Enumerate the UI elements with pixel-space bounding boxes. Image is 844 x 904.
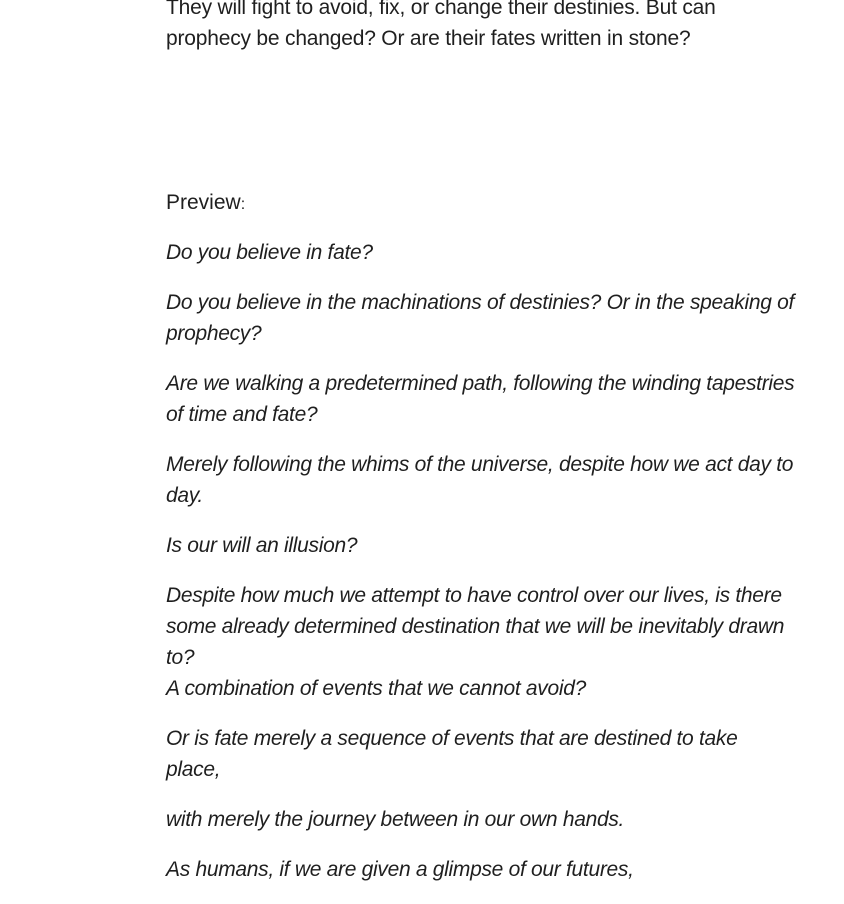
preview-excerpt — [166, 237, 796, 904]
excerpt-paragraph-3: Are we walking a predetermined path, following the winding tapestries of time and fate? — [166, 372, 795, 426]
preview-colon: : — [240, 196, 246, 213]
preview-heading — [166, 187, 245, 220]
intro-line-1: They will fight to avoid, fix, or change their destinies. But can — [166, 0, 716, 19]
excerpt-paragraph-9: As humans, if we are given a glimpse of our futures, — [166, 858, 634, 881]
excerpt-paragraph-8: with merely the journey between in our own hands. — [166, 808, 625, 831]
excerpt-paragraph-6b: A combination of events that we cannot avoid? — [166, 677, 586, 700]
preview-label: Preview — [166, 191, 241, 214]
excerpt-paragraph-5: Is our will an illusion? — [166, 534, 358, 557]
excerpt-paragraph-4: Merely following the whims of the universe, despite how we act day to day. — [166, 453, 794, 507]
excerpt-paragraph-7: Or is fate merely a sequence of events that are destined to take place, — [166, 727, 738, 781]
intro-line-2: prophecy be changed? Or are their fates written in stone? — [166, 27, 691, 50]
excerpt-paragraph-6: Despite how much we attempt to have control over our lives, is there some already determined destination that we will be inevitably drawn to? — [166, 584, 785, 669]
excerpt-paragraph-1: Do you believe in fate? — [166, 241, 373, 264]
document-body — [166, 0, 796, 881]
intro-paragraph — [166, 0, 796, 54]
excerpt-paragraph-2: Do you believe in the machinations of destinies? Or in the speaking of prophecy? — [166, 291, 795, 345]
